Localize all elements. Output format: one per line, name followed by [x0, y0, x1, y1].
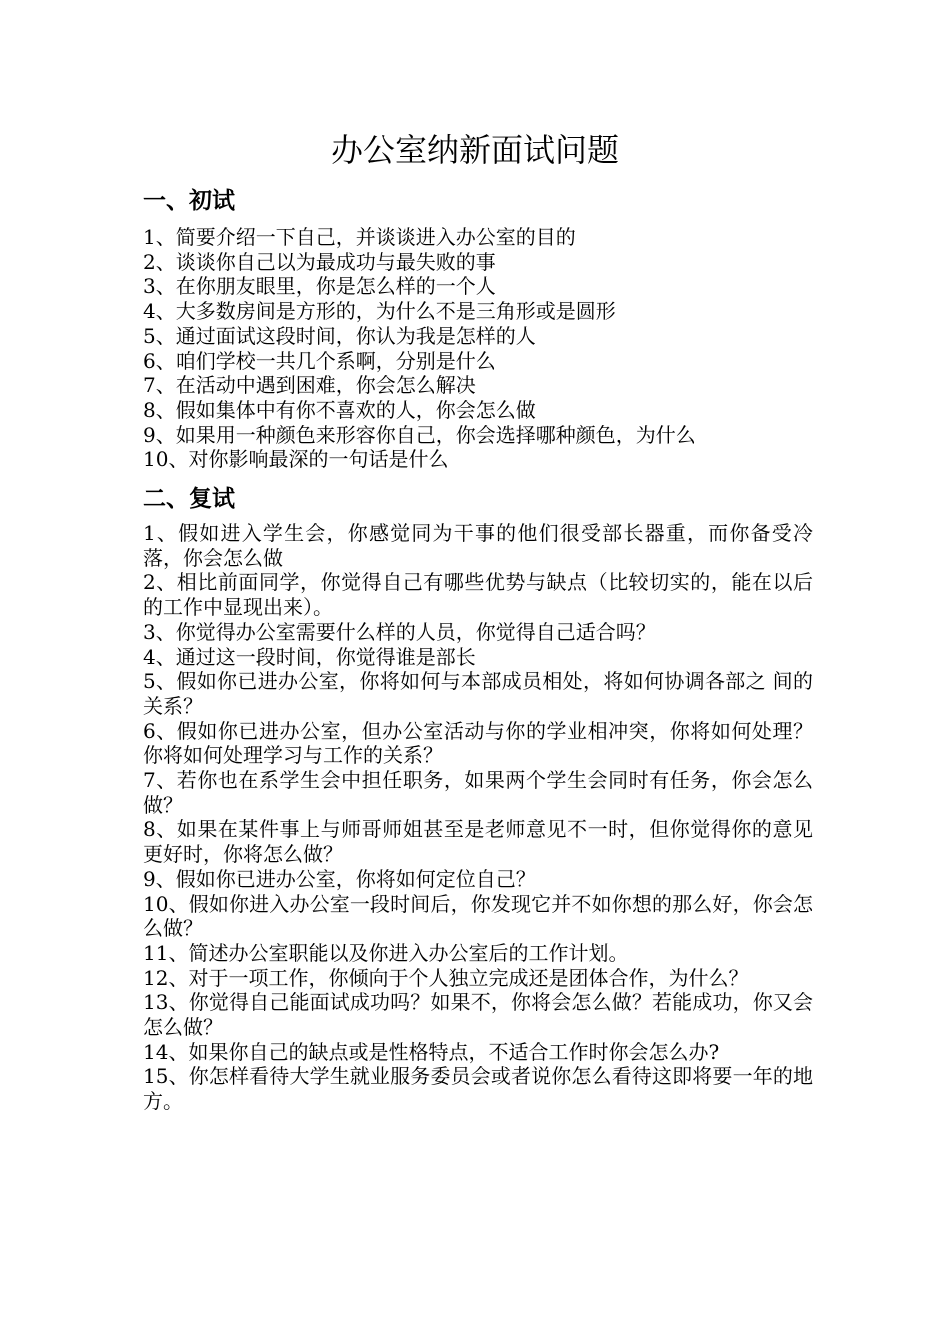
list-item: 15、你怎样看待大学生就业服务委员会或者说你怎么看待这即将要一年的地方。 — [143, 1064, 813, 1114]
list-item: 10、对你影响最深的一句话是什么 — [143, 447, 449, 472]
list-item: 14、如果你自己的缺点或是性格特点，不适合工作时你会怎么办? — [143, 1039, 720, 1064]
section-heading-second-round: 二、复试 — [143, 486, 235, 512]
list-item: 1、简要介绍一下自己，并谈谈进入办公室的目的 — [143, 225, 576, 249]
list-item: 4、通过这一段时间，你觉得谁是部长 — [143, 644, 476, 669]
list-item: 2、谈谈你自己以为最成功与最失败的事 — [143, 249, 496, 274]
list-item: 7、在活动中遇到困难，你会怎么解决 — [143, 373, 476, 398]
list-item: 5、假如你已进办公室，你将如何与本部成员相处，将如何协调各部之 间的关系？ — [143, 669, 813, 718]
list-item: 9、假如你已进办公室，你将如何定位自己？ — [143, 866, 536, 891]
list-item: 5、通过面试这段时间，你认为我是怎样的人 — [143, 323, 536, 348]
list-item: 11、简述办公室职能以及你进入办公室后的工作计划。 — [143, 940, 629, 965]
page-title: 办公室纳新面试问题 — [330, 131, 619, 169]
list-item: 8、假如集体中有你不喜欢的人，你会怎么做 — [143, 397, 536, 422]
list-item: 6、假如你已进办公室，但办公室活动与你的学业相冲突，你将如何处理？你将如何处理学习与工作的关系？ — [143, 718, 813, 768]
list-item: 2、相比前面同学，你觉得自己有哪些优势与缺点（比较切实的，能在以后的工作中显现出来）。 — [143, 570, 813, 620]
list-item: 1、假如进入学生会，你感觉同为干事的他们很受部长器重，而你备受冷落，你会怎么做 — [143, 521, 813, 570]
list-item: 4、大多数房间是方形的，为什么不是三角形或是圆形 — [143, 299, 616, 324]
list-item: 9、如果用一种颜色来形容你自己，你会选择哪种颜色，为什么 — [143, 422, 696, 447]
list-item: 6、咱们学校一共几个系啊，分别是什么 — [143, 348, 496, 373]
second-round-question-list — [143, 521, 813, 1114]
list-item: 8、如果在某件事上与师哥师姐甚至是老师意见不一时，但你觉得你的意见更好时，你将怎么做？ — [143, 817, 813, 867]
list-item: 7、若你也在系学生会中担任职务，如果两个学生会同时有任务，你会怎么做？ — [143, 768, 813, 817]
list-item: 10、假如你进入办公室一段时间后，你发现它并不如你想的那么好，你会怎么做？ — [143, 891, 813, 941]
first-round-question-list — [143, 225, 813, 472]
list-item: 3、在你朋友眼里，你是怎么样的一个人 — [143, 274, 496, 299]
section-heading-first-round: 一、初试 — [143, 188, 235, 214]
list-item: 13、你觉得自己能面试成功吗？如果不，你将会怎么做？若能成功，你又会怎么做？ — [143, 990, 813, 1040]
list-item: 12、对于一项工作，你倾向于个人独立完成还是团体合作，为什么？ — [143, 965, 749, 990]
list-item: 3、你觉得办公室需要什么样的人员，你觉得自己适合吗？ — [143, 619, 656, 644]
